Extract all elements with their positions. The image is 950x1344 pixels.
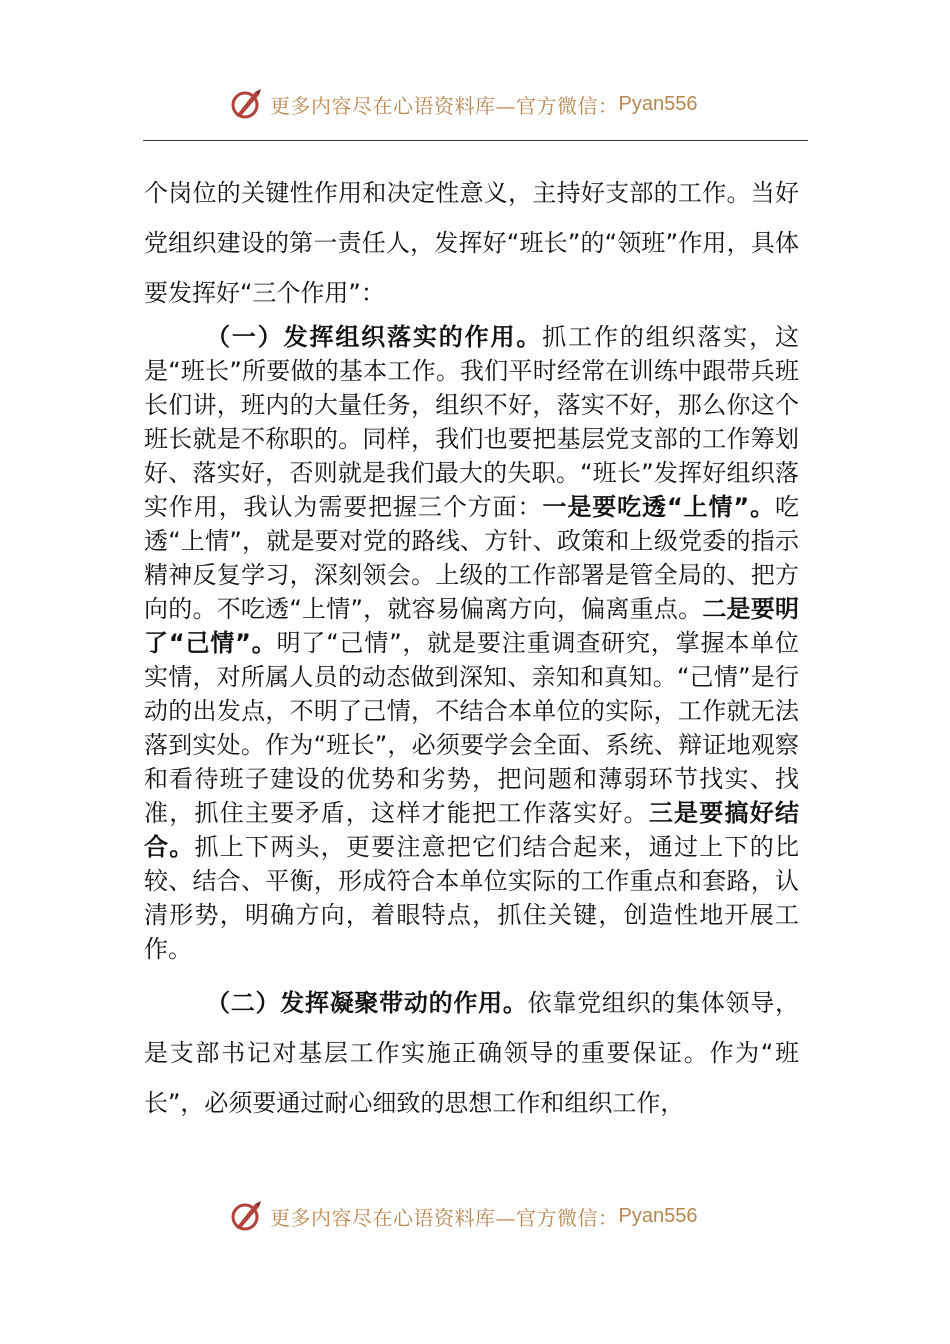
paragraph-intro xyxy=(144,168,799,318)
section-heading: （一）发挥组织落实的作用。 xyxy=(206,323,543,351)
watermark-text: 更多内容尽在心语资料库—官方微信： xyxy=(270,93,619,118)
header-divider xyxy=(143,140,808,141)
quill-logo-icon xyxy=(228,86,264,122)
footer-watermark xyxy=(228,1196,697,1236)
text-segment: 抓工作的组织落实，这是“班长”所要做的基本工作。我们平时经常在训练中跟带兵班长们讲，班内的大量任务，组织不好，落实不好，那么你这个班长就是不称职的。同样，我们也要把基层党支部的工作筹划好、落实好，否则就是我们最大的失职。“班长”发挥好组织落实作用，我认为需要把握三个方面： xyxy=(144,323,800,521)
text-segment: 吃透“上情”，就是要对党的路线、方针、政策和上级党委的指示精神反复学习，深刻领会。上级的工作部署是管全局的、把方向的。不吃透“上情”，就容易偏离方向，偏离重点。 xyxy=(144,493,800,623)
text-segment: 抓上下两头，更要注意把它们结合起来，通过上下的比较、结合、平衡，形成符合本单位实际的工作重点和套路，认清形势，明确方向，着眼特点，抓住关键，创造性地开展工作。 xyxy=(144,833,800,963)
paragraph-section-one xyxy=(144,320,799,966)
document-body xyxy=(144,168,799,1128)
section-heading: （二）发挥凝聚带动的作用。 xyxy=(206,989,528,1017)
point-heading: 三是要搞好结合。 xyxy=(144,799,800,861)
text-segment: 依靠党组织的集体领导，是支部书记对基层工作实施正确领导的重要保证。作为“班长”，必须要通过耐心细致的思想工作和组织工作， xyxy=(144,989,799,1117)
point-heading: 一是要吃透“上情”。 xyxy=(542,493,776,521)
watermark-text: 更多内容尽在心语资料库—官方微信： xyxy=(270,1205,619,1230)
watermark-wechat-id: Pyan556 xyxy=(618,92,698,115)
text-segment: 个岗位的关键性作用和决定性意义，主持好支部的工作。当好党组织建设的第一责任人，发挥好“班长”的“领班”作用，具体要发挥好“三个作用”： xyxy=(144,179,799,307)
quill-logo-icon xyxy=(228,1198,264,1234)
text-segment: 明了“己情”，就是要注重调查研究，掌握本单位实情，对所属人员的动态做到深知、亲知和真知。“己情”是行动的出发点，不明了己情，不结合本单位的实际，工作就无法落到实处。作为“班长”，必须要学会全面、系统、辩证地观察和看待班子建设的优势和劣势，把问题和薄弱环节找实、找准，抓住主要矛盾，这样才能把工作落实好。 xyxy=(144,629,800,827)
watermark-wechat-id: Pyan556 xyxy=(618,1204,698,1227)
point-heading: 二是要明了“己情”。 xyxy=(144,595,799,657)
paragraph-section-two xyxy=(144,978,799,1128)
header-watermark xyxy=(228,84,697,124)
